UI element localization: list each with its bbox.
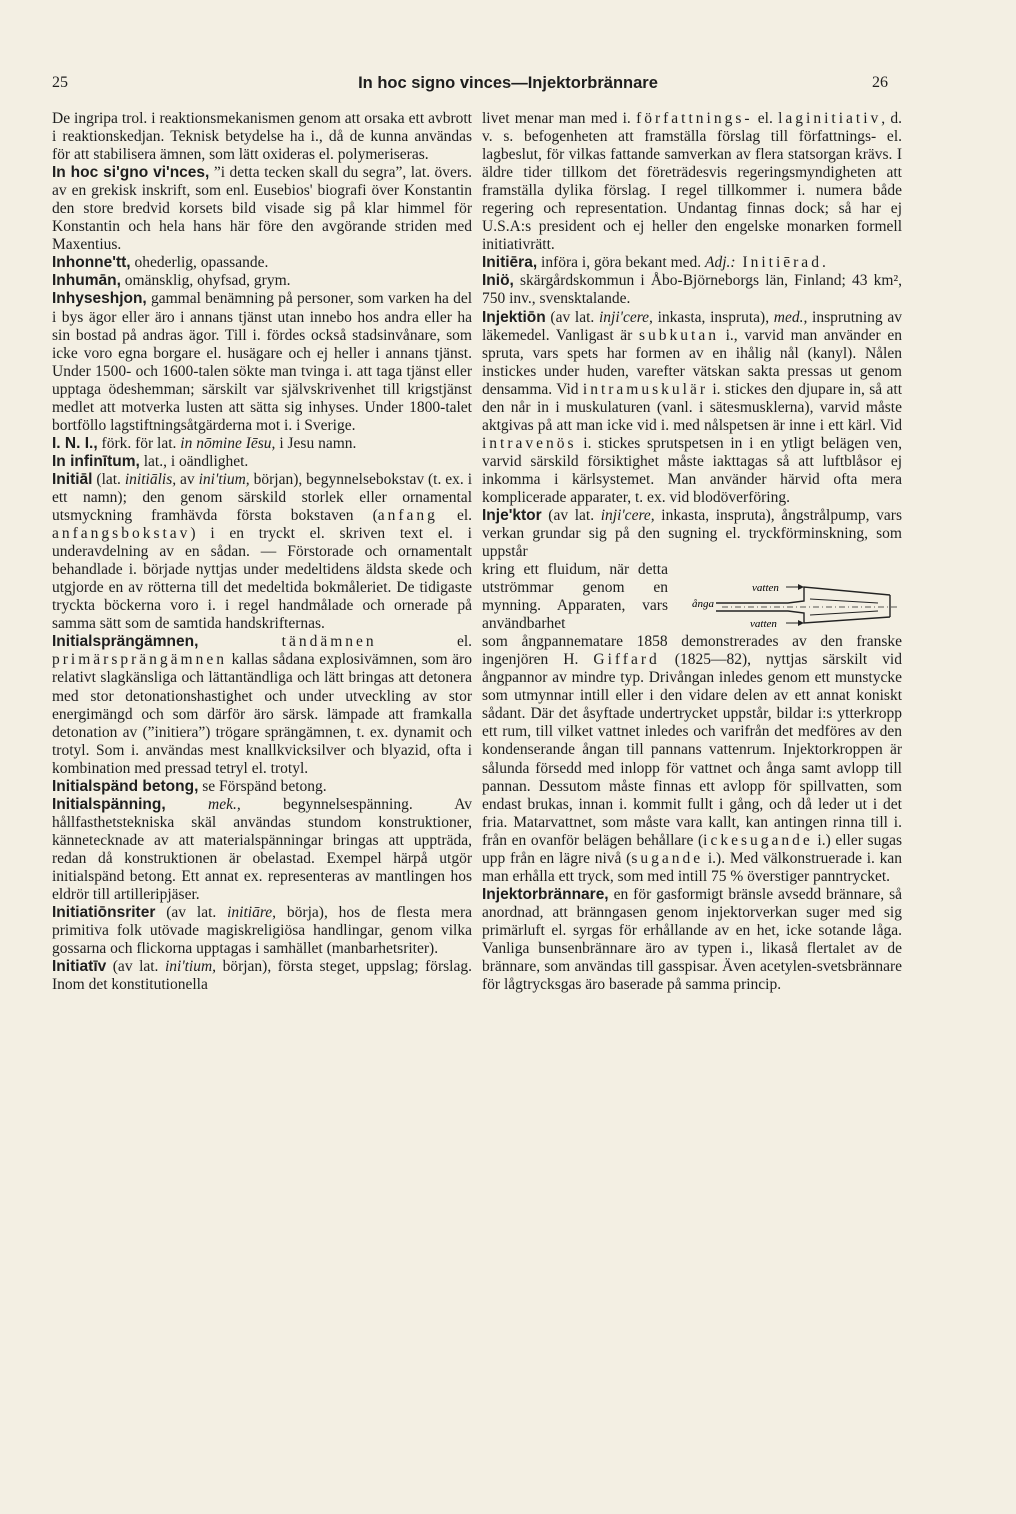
- label-water-top: vatten: [752, 582, 779, 595]
- headword: Injektorbrännare,: [482, 885, 609, 903]
- headword: Inhyseshjon,: [52, 290, 147, 308]
- entry-inhyseshjon: Inhyseshjon, gammal benämning på personer, som varken ha del i bys ägor eller äro i annans tjänst utan innebo hos andra eller ha sin bostad på andras ägor. Till i. fördes också stadsinvånare, som icke voro egna borgare el. husägare och ej heller i annans tjänst. Under 1500- och 1600-talen sökte man tvinga i. att taga tjänst eller upptaga ödeshemman; särskilt var självskrivenhet till krigstjänst medlet att motverka lusten att sätta sig inhyses. Under 1800-talet bortföllo lagstiftningsåtgärderna mot i. i Sverige.: [52, 290, 472, 434]
- headword: Inje'ktor: [482, 507, 542, 525]
- page-number-left: 25: [52, 74, 68, 91]
- arrowhead-bottom: [798, 620, 804, 626]
- right-column: [482, 110, 902, 994]
- entry-initial: Initiāl (lat. initiālis, av ini'tium, början), begynnelsebokstav (t. ex. i ett namn); den genom särskild storlek eller ornamental utsmyckning framhävda första bokstaven (anfang el. anfangsbokstav) i en tryckt el. skriven text el. i underavdelning av en sådan. — Förstorade och ornamentalt behandlade i. började nyttjas under medeltidens äldsta skede och utgjorde en av rötterna till det medeltida bokmåleriet. De tidigaste tryckta böckerna voro i. i regel handmålade och ornerade på samma sätt som de samtida handskrifternas.: [52, 470, 473, 633]
- headword: I. N. I.,: [52, 434, 98, 452]
- entry-injektor-cont: som ångpannematare 1858 demonstrerades av den franske ingenjören H. Giffard (1825—82), nyttjas särskilt vid ångpannor av mindre typ. Drivångan inledes genom ett munstycke som utmynnar intill eller i den vidare delen av ett annat koniskt sådant. Där det åsyftade undertrycket uppstår, bildar i:s ytterkropp ett rum, till vilket vattnet inledes och varifrån det medföres av den kondenserande ångan till pannans vattenrum. Injektorkroppen är sålunda försedd med inlopp för vattnet och ånga samt avlopp till pannan. Dessutom måste finnas ett avlopp för spillvatten, som endast brukas, innan i. kommit fullt i gång, och då leder ut i det fria. Matarvattnet, som måste vara kallt, kan antingen rinna till i. från en ovanför belägen behållare (ickesugande i.) eller sugas upp från en lägre nivå (sugande i.). Med välkonstruerade i. kan man erhålla ett tryck, som med intill 75 % överstiger panntrycket.: [482, 633, 902, 885]
- headword: Initialspänning,: [52, 795, 166, 813]
- headword: Injektiōn: [482, 308, 546, 326]
- entry-initialspanning: Initialspänning, mek., begynnelsespänning. Av hållfasthetstekniska skäl användas stundom konstruktioner, kännetecknade av att materialspänningar bringas att uppträda, redan då konstruktionen är obelastad. Exempel härpå utgör initialspänd betong. Ett annat ex. representeras av mantlingen hos eldrör till artilleripjäser.: [52, 795, 472, 904]
- body-outline-top: [716, 587, 890, 603]
- entry-initiationsriter: Initiatiōnsriter (av lat. initiāre, börja), hos de flesta mera primitiva folk utövade magiskreligiösa handlingar, genom vilka gossarna och flickorna upptagas i samhället (manbarhetsriter).: [52, 904, 472, 958]
- entry-initialspand-betong: Initialspänd betong, se Förspänd betong.: [52, 777, 327, 795]
- entry-injektor: Inje'ktor (av lat. inji'cere, inkasta, inspruta), ångstrålpump, vars verkan grundar sig på den sugning el. tryckförminskning, som uppstår: [482, 507, 902, 561]
- label-steam: ånga: [692, 598, 714, 611]
- entry-initiera: Initiēra, införa i, göra bekant med. Adj.: Initiērad.: [482, 254, 829, 272]
- entry-initialsprangamnen: Initialsprängämnen, tändämnen el. primärsprängämnen kallas sådana explosivämnen, som äro relativt slagkänsliga och lättantändliga och lätt bringas att detonera med stor detonationshastighet och under utveckling av stor energimängd och som därför äro särsk. lämpade att framkalla detonation av (”initiera”) trögare sprängämnen, t. ex. dynamit och trotyl. Som i. användas mest knallkvicksilver och blyazid, ofta i kombination med pressad tetryl el. trotyl.: [52, 633, 472, 777]
- arrowhead-top: [798, 584, 804, 590]
- headword: In hoc si'gno vi'nces,: [52, 164, 210, 182]
- page-number-right: 26: [872, 74, 888, 91]
- injector-figure-block: [482, 561, 902, 633]
- figure-side-text: kring ett fluidum, när detta utströmmar genom en mynning. Apparaten, vars användbarhet: [482, 561, 668, 633]
- entry-inio: Iniö, skärgårdskommun i Åbo-Björneborgs län, Finland; 43 km², 750 inv., svensktalande.: [482, 272, 902, 308]
- running-title: In hoc signo vinces—Injektorbrännare: [358, 74, 658, 92]
- left-column: [52, 110, 472, 994]
- entry-in-infinitum: In infinītum, lat., i oändlighet.: [52, 452, 249, 470]
- entry-injektorbrannare: Injektorbrännare, en för gasformigt bränsle avsedd brännare, så anordnad, att bränngasen genom injektorverkan suger med sig primärluft el. syrgas för erhållande av en het, icke sotande låga. Vanliga bunsenbrännare äro av typen i., likaså flertalet av de brännare, som användas till gasspisar. Även acetylen-svetsbrännare för lågtrycksgas äro baserade på samma princip.: [482, 885, 902, 994]
- headword: Inhonne'tt,: [52, 254, 131, 272]
- body-outline-bottom: [716, 611, 890, 623]
- headword: Initialspänd betong,: [52, 777, 199, 795]
- headword: Inhumān,: [52, 272, 121, 290]
- entry-in-hoc-signo: In hoc si'gno vi'nces, ”i detta tecken skall du segra”, lat. övers. av en grekisk inskrift, som enl. Eusebios' biografi över Konstantin den store bredvid korsets bild visade sig på klar himmel för Konstantin och hela hans här före den avgörande striden med Maxentius.: [52, 164, 472, 254]
- headword: Initialsprängämnen,: [52, 633, 199, 651]
- headword: Initiatiōnsriter: [52, 904, 156, 922]
- label-water-bottom: vatten: [750, 618, 777, 631]
- headword: Initiāl: [52, 470, 93, 488]
- running-header: [0, 74, 1016, 100]
- injector-svg: [678, 577, 902, 633]
- injector-diagram: [678, 577, 902, 633]
- headword: Initiēra,: [482, 254, 538, 272]
- entry-ini: I. N. I., förk. för lat. in nōmine Iēsu, i Jesu namn.: [52, 434, 357, 452]
- entry-inhonett: Inhonne'tt, ohederlig, opassande.: [52, 254, 269, 272]
- entry-initiativ: Initiatīv (av lat. ini'tium, början), första steget, uppslag; förslag. Inom det konstitutionella: [52, 958, 472, 994]
- entry-injektion: Injektiōn (av lat. inji'cere, inkasta, inspruta), med., insprutning av läkemedel. Vanligast är subkutan i., varvid man använder en spruta, vars spets har formen av en ihålig nål (kanyl). Nålen instickes under huden, varefter vätskan sakta pressas ut genom densamma. Vid intramuskulär i. stickes den djupare in, så att den når in i muskulaturen (vanl. i sätesmusklerna), varvid måste aktgivas på att man icke vid i. med nålspetsen är inne i ett kärl. Vid intravenös i. stickes sprutspetsen in i en ytligt belägen ven, varvid särskild försiktighet måste iakttagas så att luftblåsor ej inkomma i kärlsystemet. Man använder härvid ofta mera komplicerade apparater, t. ex. vid blodöverföring.: [482, 308, 903, 506]
- entry-inhuman: Inhumān, omänsklig, ohyfsad, grym.: [52, 272, 291, 290]
- headword: Initiatīv: [52, 958, 107, 976]
- headword: Iniö,: [482, 272, 514, 290]
- entry-continuation: livet menar man med i. författnings- el. laginitiativ, d. v. s. befogenheten att framställa förslag till författnings- el. lagbeslut, för vilkas fattande samverkan av flera statsorgan krävs. I äldre tider tillkom det företrädesvis regeringsmyndigheten att framställa dylika förslag. I regel tillkommer i. numera både regering och representation. Undantag finnas dock; så har ej U.S.A:s president och ej heller den engelske monarken formell initiativrätt.: [482, 110, 903, 254]
- headword: In infinītum,: [52, 452, 140, 470]
- entry-continuation: De ingripa trol. i reaktionsmekanismen genom att orsaka ett avbrott i reaktionskedjan. Teknisk betydelse ha i., då de kunna användas för att stabilisera ämnen, som lätt oxideras el. polymeriseras.: [52, 110, 472, 164]
